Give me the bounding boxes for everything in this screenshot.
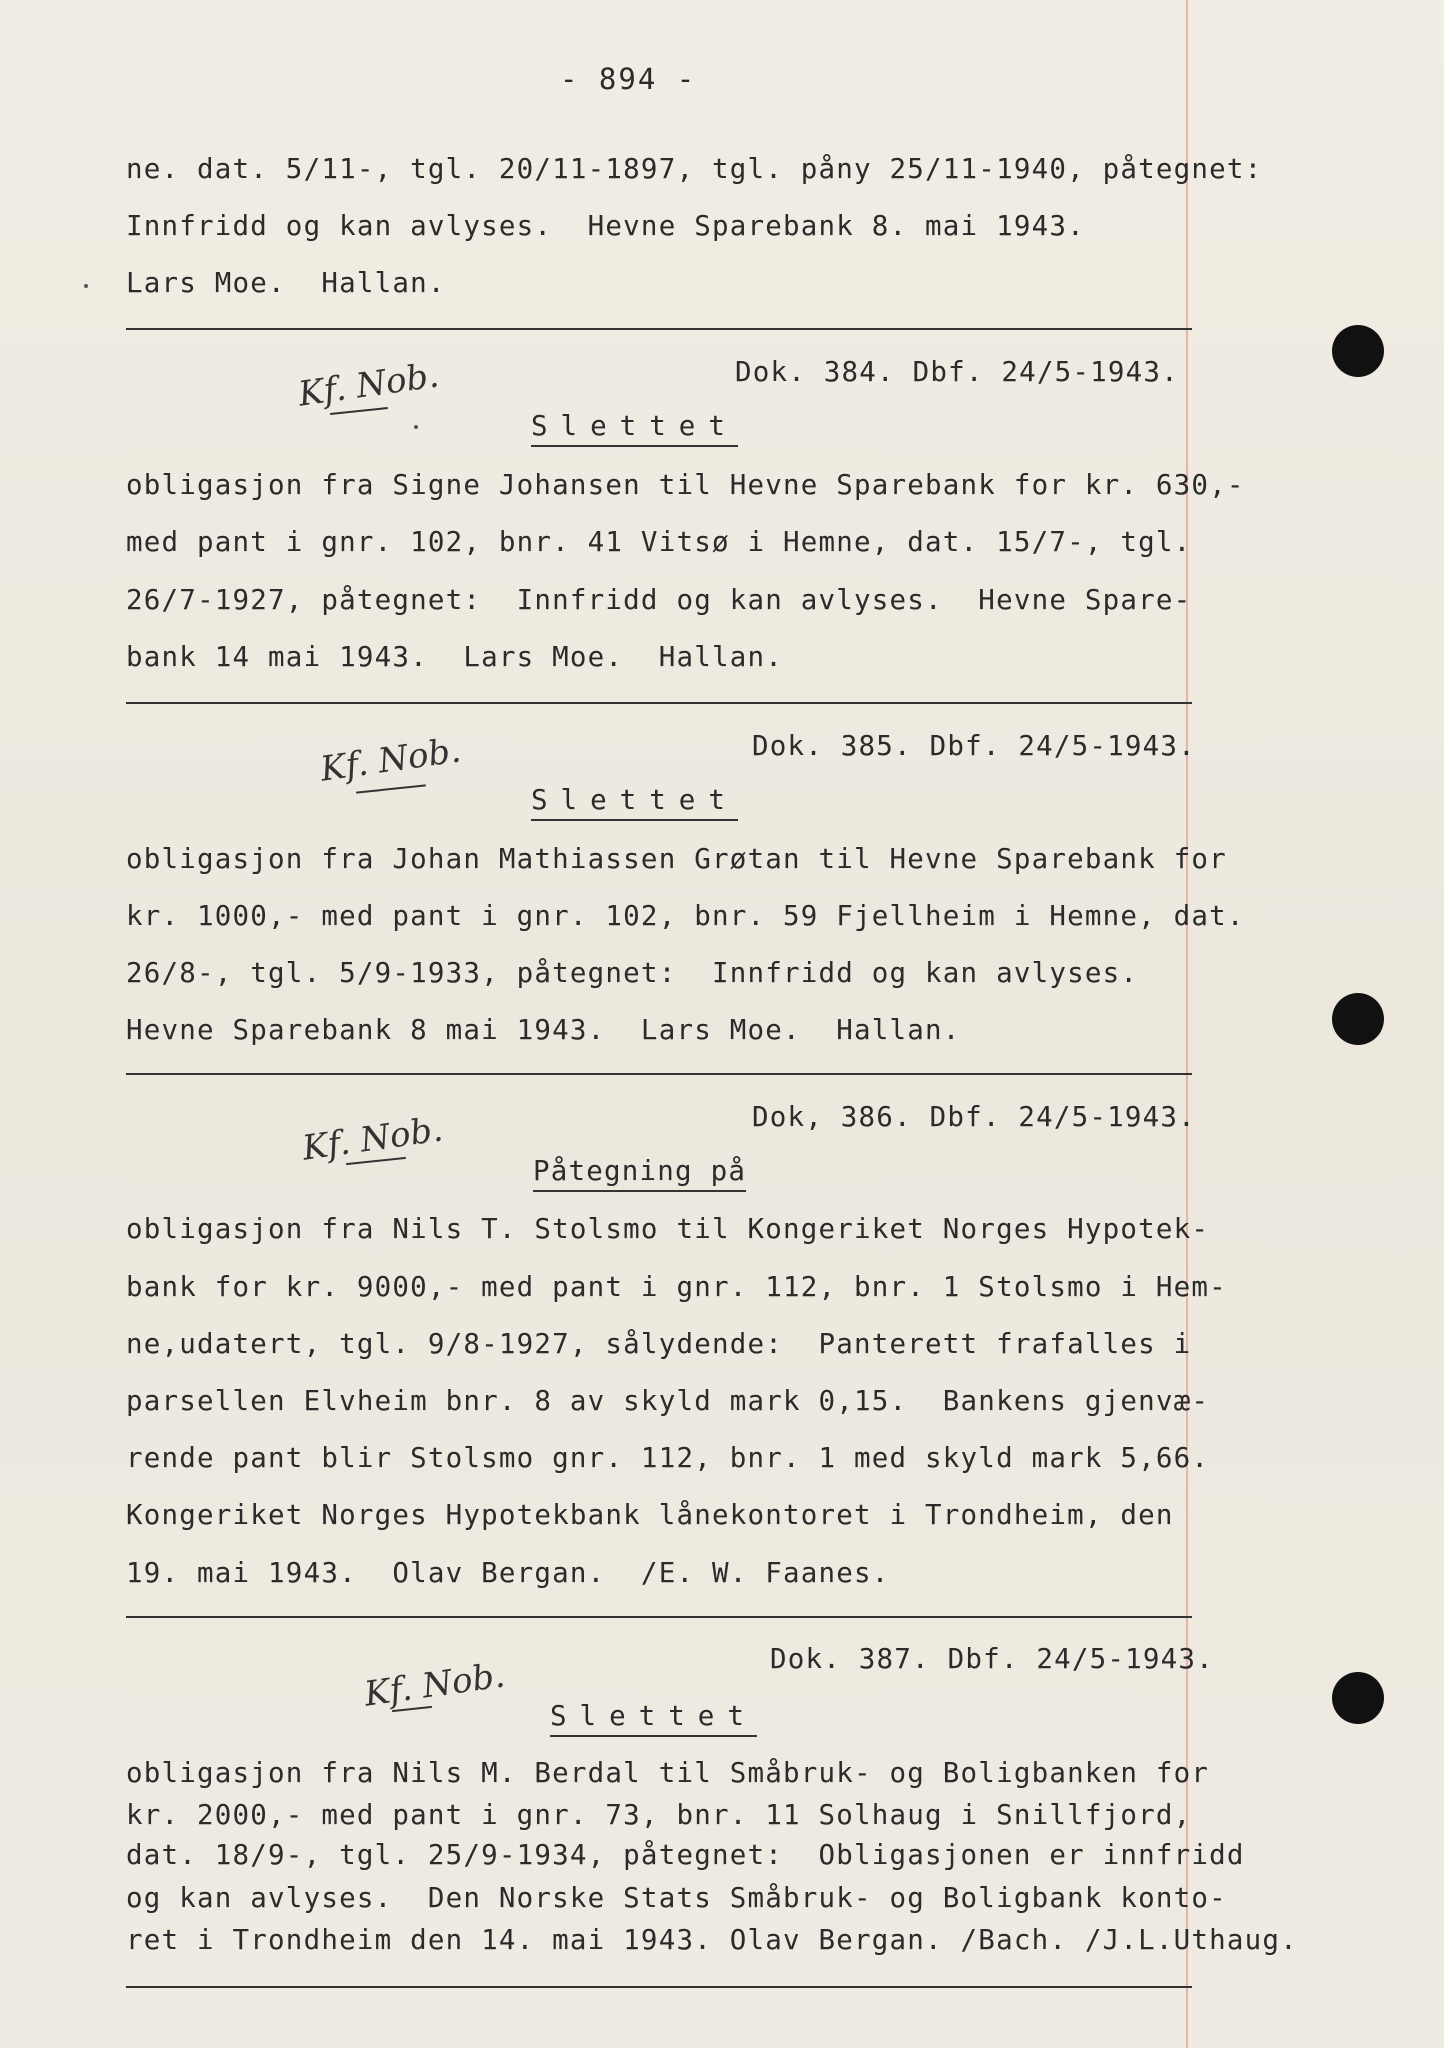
margin-note: Kf. Nob. [295, 355, 442, 415]
dok-reference: Dok, 386. Dbf. 24/5-1943. [752, 1101, 1196, 1133]
text-line: Hevne Sparebank 8 mai 1943. Lars Moe. Hallan. [126, 1014, 961, 1046]
entry-heading: Påtegning på [533, 1158, 746, 1192]
margin-rule [1186, 0, 1188, 2048]
entry-divider [126, 1073, 1192, 1075]
margin-note: Kf. Nob. [361, 1655, 508, 1715]
margin-note-underline [356, 784, 426, 793]
entry-divider [126, 702, 1192, 704]
stray-mark [414, 425, 418, 429]
text-line: 19. mai 1943. Olav Bergan. /E. W. Faanes. [126, 1557, 890, 1589]
text-line: Lars Moe. Hallan. [126, 267, 446, 299]
text-line: obligasjon fra Johan Mathiassen Grøtan til Hevne Sparebank for [126, 843, 1227, 875]
text-line: 26/8-, tgl. 5/9-1933, påtegnet: Innfridd og kan avlyses. [126, 957, 1139, 989]
text-line: 26/7-1927, påtegnet: Innfridd og kan avlyses. Hevne Spare- [126, 584, 1192, 616]
text-line: ne. dat. 5/11-, tgl. 20/11-1897, tgl. påny 25/11-1940, påtegnet: [126, 153, 1263, 185]
text-line: kr. 2000,- med pant i gnr. 73, bnr. 11 Solhaug i Snillfjord, [126, 1799, 1192, 1831]
dok-reference: Dok. 384. Dbf. 24/5-1943. [735, 356, 1179, 388]
text-line: dat. 18/9-, tgl. 25/9-1934, påtegnet: Obligasjonen er innfridd [126, 1839, 1245, 1871]
text-line: bank 14 mai 1943. Lars Moe. Hallan. [126, 641, 783, 673]
text-line: bank for kr. 9000,- med pant i gnr. 112, bnr. 1 Stolsmo i Hem- [126, 1271, 1227, 1303]
text-line: obligasjon fra Nils T. Stolsmo til Kongeriket Norges Hypotek- [126, 1213, 1210, 1245]
entry-divider [126, 1986, 1192, 1988]
margin-note: Kf. Nob. [299, 1109, 446, 1169]
text-line: parsellen Elvheim bnr. 8 av skyld mark 0,15. Bankens gjenvæ- [126, 1385, 1210, 1417]
entry-divider [126, 328, 1192, 330]
text-line: Innfridd og kan avlyses. Hevne Sparebank 8. mai 1943. [126, 210, 1085, 242]
text-line: rende pant blir Stolsmo gnr. 112, bnr. 1 med skyld mark 5,66. [126, 1442, 1210, 1474]
dok-reference: Dok. 385. Dbf. 24/5-1943. [752, 730, 1196, 762]
text-line: og kan avlyses. Den Norske Stats Småbruk- og Boligbank konto- [126, 1882, 1227, 1914]
entry-heading: Slettet [531, 413, 738, 447]
dok-reference: Dok. 387. Dbf. 24/5-1943. [770, 1643, 1214, 1675]
entry-heading: Slettet [531, 787, 738, 821]
entry-heading: Slettet [550, 1703, 757, 1737]
text-line: obligasjon fra Nils M. Berdal til Småbruk- og Boligbanken for [126, 1757, 1210, 1789]
text-line: ne,udatert, tgl. 9/8-1927, sålydende: Panterett frafalles i [126, 1328, 1192, 1360]
punch-hole-1 [1332, 325, 1384, 377]
page-number: - 894 - [560, 62, 697, 96]
text-line: kr. 1000,- med pant i gnr. 102, bnr. 59 Fjellheim i Hemne, dat. [126, 900, 1245, 932]
punch-hole-3 [1332, 1672, 1384, 1724]
text-line: Kongeriket Norges Hypotekbank lånekontoret i Trondheim, den [126, 1499, 1174, 1531]
punch-hole-2 [1332, 993, 1384, 1045]
stray-mark [84, 284, 88, 288]
entry-divider [126, 1616, 1192, 1618]
text-line: med pant i gnr. 102, bnr. 41 Vitsø i Hemne, dat. 15/7-, tgl. [126, 526, 1192, 558]
text-line: ret i Trondheim den 14. mai 1943. Olav Bergan. /Bach. /J.L.Uthaug. [126, 1924, 1298, 1956]
margin-note: Kf. Nob. [317, 730, 464, 790]
text-line: obligasjon fra Signe Johansen til Hevne Sparebank for kr. 630,- [126, 469, 1245, 501]
